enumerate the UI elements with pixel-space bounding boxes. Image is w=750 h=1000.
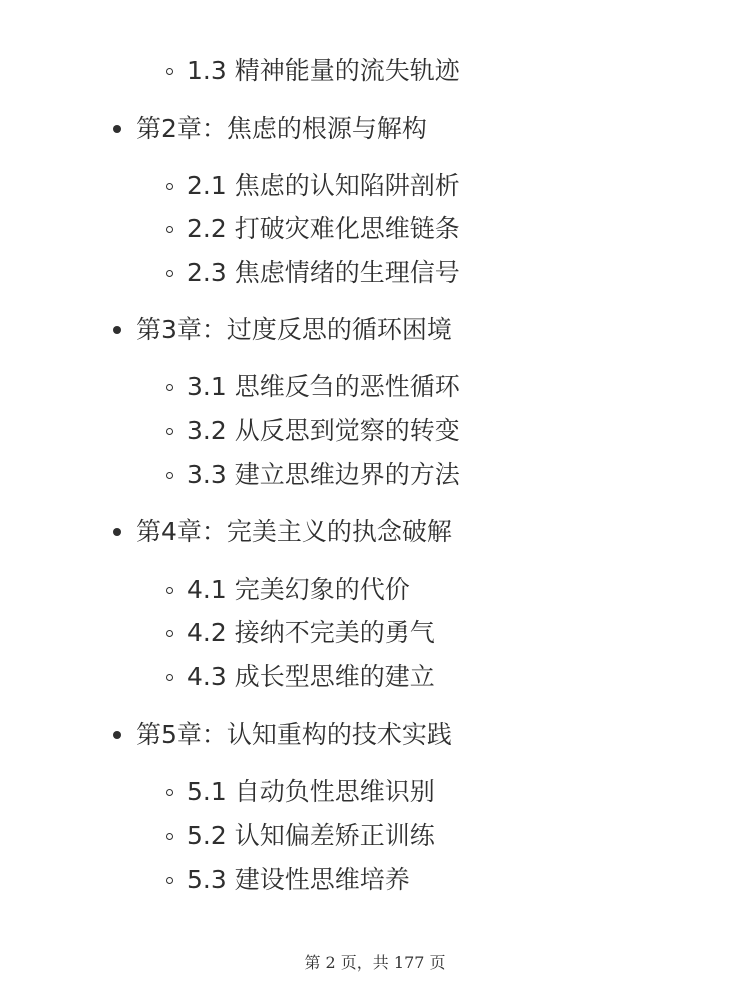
toc-section-2-3: [166, 258, 460, 288]
toc-section-label: 4.2 接纳不完美的勇气: [187, 618, 435, 647]
circle-bullet-icon: [166, 270, 173, 277]
toc-section-label: 3.1 思维反刍的恶性循环: [187, 372, 460, 401]
circle-bullet-icon: [166, 630, 173, 637]
toc-chapter-label: 第3章：过度反思的循环困境: [136, 315, 452, 344]
circle-bullet-icon: [166, 68, 173, 75]
circle-bullet-icon: [166, 428, 173, 435]
toc-section-label: 4.3 成长型思维的建立: [187, 662, 435, 691]
circle-bullet-icon: [166, 877, 173, 884]
toc-section-4-1: [166, 575, 410, 605]
circle-bullet-icon: [166, 587, 173, 594]
toc-chapter-2: [113, 114, 427, 144]
toc-section-label: 2.3 焦虑情绪的生理信号: [187, 258, 460, 287]
toc-section-label: 3.2 从反思到觉察的转变: [187, 416, 460, 445]
circle-bullet-icon: [166, 226, 173, 233]
toc-section-2-2: [166, 214, 460, 244]
toc-section-5-3: [166, 865, 410, 895]
toc-chapter-4: [113, 517, 452, 547]
toc-section-label: 2.2 打破灾难化思维链条: [187, 214, 460, 243]
toc-section-3-2: [166, 416, 460, 446]
toc-section-2-1: [166, 171, 460, 201]
toc-chapter-5: [113, 720, 452, 750]
page-number-footer: 第 2 页，共 177 页: [304, 953, 446, 972]
toc-section-label: 5.3 建设性思维培养: [187, 865, 410, 894]
toc-section-5-2: [166, 821, 435, 851]
toc-chapter-label: 第4章：完美主义的执念破解: [136, 517, 452, 546]
toc-section-3-1: [166, 372, 460, 402]
disc-bullet-icon: [113, 125, 121, 133]
circle-bullet-icon: [166, 183, 173, 190]
disc-bullet-icon: [113, 326, 121, 334]
circle-bullet-icon: [166, 789, 173, 796]
toc-section-label: 4.1 完美幻象的代价: [187, 575, 410, 604]
toc-section-label: 5.1 自动负性思维识别: [187, 777, 435, 806]
disc-bullet-icon: [113, 731, 121, 739]
toc-chapter-label: 第5章：认知重构的技术实践: [136, 720, 452, 749]
disc-bullet-icon: [113, 528, 121, 536]
circle-bullet-icon: [166, 384, 173, 391]
toc-section-5-1: [166, 777, 435, 807]
toc-section-1-3: [166, 56, 460, 86]
toc-section-label: 3.3 建立思维边界的方法: [187, 460, 460, 489]
toc-section-label: 1.3 精神能量的流失轨迹: [187, 56, 460, 85]
toc-section-label: 2.1 焦虑的认知陷阱剖析: [187, 171, 460, 200]
toc-section-4-3: [166, 662, 435, 692]
toc-chapter-3: [113, 315, 452, 345]
circle-bullet-icon: [166, 674, 173, 681]
circle-bullet-icon: [166, 833, 173, 840]
toc-chapter-label: 第2章：焦虑的根源与解构: [136, 114, 427, 143]
toc-section-4-2: [166, 618, 435, 648]
circle-bullet-icon: [166, 472, 173, 479]
toc-section-3-3: [166, 460, 460, 490]
toc-section-label: 5.2 认知偏差矫正训练: [187, 821, 435, 850]
